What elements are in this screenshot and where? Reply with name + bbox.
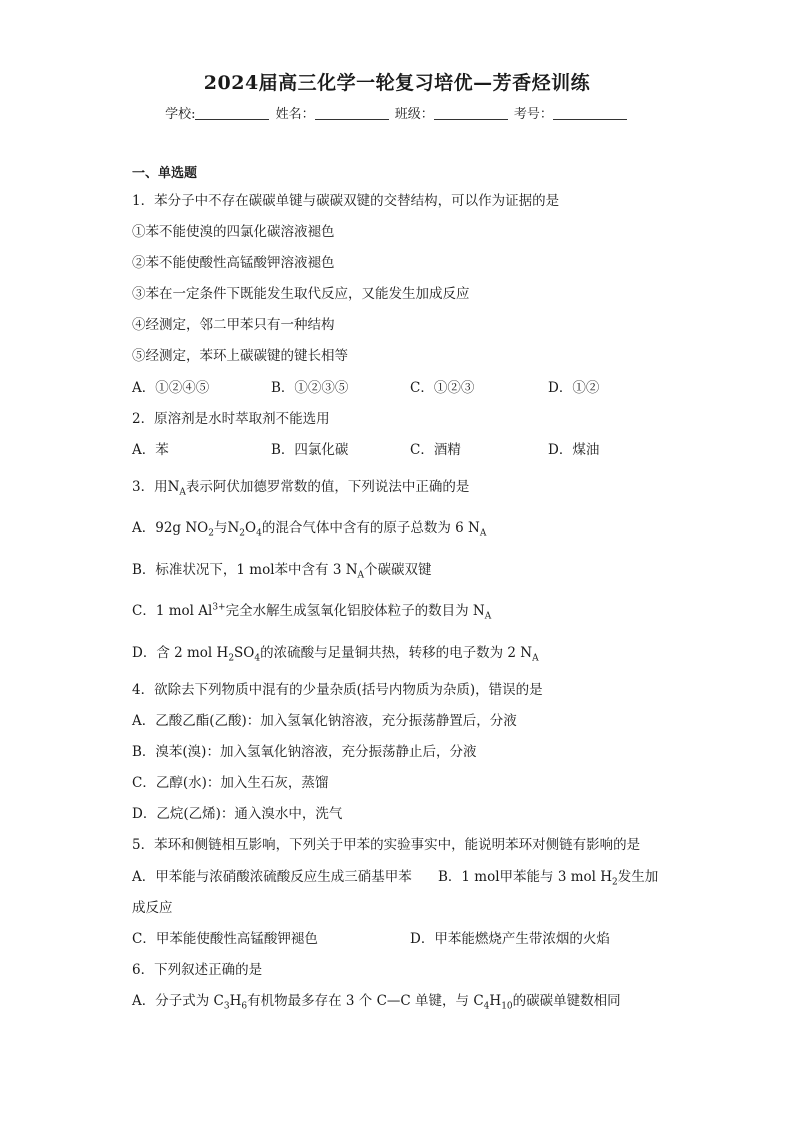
class-label: 班级： bbox=[394, 107, 434, 122]
question-1-option-c: C．①②③ bbox=[410, 380, 475, 396]
question-3-option-c: C．1 mol $Al^{3+}$完全水解生成氢氧化铝胶体粒子的数目为 $N_A$ bbox=[132, 602, 492, 622]
question-1-statement-2: ②苯不能使酸性高锰酸钾溶液褪色 bbox=[132, 255, 335, 271]
question-5-option-b-continued: 成反应 bbox=[132, 900, 173, 916]
question-1-statement-3: ③苯在一定条件下既能发生取代反应，又能发生加成反应 bbox=[132, 286, 470, 302]
question-1-option-a: A．①②④⑤ bbox=[132, 380, 210, 396]
question-5-option-d: D．甲苯能燃烧产生带浓烟的火焰 bbox=[410, 931, 610, 947]
question-4-option-d: D．乙烷(乙烯)：通入溴水中，洗气 bbox=[132, 806, 343, 822]
question-1-stem: 1．苯分子中不存在碳碳单键与碳碳双键的交替结构，可以作为证据的是 bbox=[132, 193, 560, 209]
question-5-option-a: A．甲苯能与浓硝酸浓硫酸反应生成三硝基甲苯 bbox=[132, 869, 412, 885]
exam-no-label: 考号： bbox=[513, 107, 553, 122]
question-2-stem: 2．原溶剂是水时萃取剂不能选用 bbox=[132, 411, 330, 427]
question-3-stem: 3．用$N_A$表示阿伏加德罗常数的值，下列说法中正确的是 bbox=[132, 479, 470, 498]
question-4-option-b: B．溴苯(溴)：加入氢氧化钠溶液，充分振荡静止后，分液 bbox=[132, 744, 477, 760]
question-6-option-a: A．分子式为 $C_3H_6$有机物最多存在 3 个 C—C 单键，与 $C_4H_{10}$的碳碳单键数相同 bbox=[132, 993, 621, 1012]
name-label: 姓名： bbox=[275, 107, 315, 122]
school-blank[interactable] bbox=[195, 107, 269, 120]
question-5-option-c: C．甲苯能使酸性高锰酸钾褪色 bbox=[132, 931, 318, 947]
question-4-option-c: C．乙醇(水)：加入生石灰，蒸馏 bbox=[132, 775, 329, 791]
question-3-option-b: B．标准状况下，1 mol苯中含有 3 $N_A$个碳碳双键 bbox=[132, 562, 432, 581]
question-2-option-b: B．四氯化碳 bbox=[271, 442, 349, 458]
question-4-stem: 4．欲除去下列物质中混有的少量杂质(括号内物质为杂质)，错误的是 bbox=[132, 682, 543, 698]
question-1-option-d: D．①② bbox=[548, 380, 600, 396]
class-blank[interactable] bbox=[434, 107, 508, 120]
question-2-option-d: D．煤油 bbox=[548, 442, 600, 458]
student-info-row bbox=[0, 103, 794, 122]
question-2-option-a: A．苯 bbox=[132, 442, 169, 458]
question-6-stem: 6．下列叙述正确的是 bbox=[132, 962, 263, 978]
question-4-option-a: A．乙酸乙酯(乙酸)：加入氢氧化钠溶液，充分振荡静置后，分液 bbox=[132, 713, 517, 729]
question-5-option-b: B．1 mol甲苯能与 3 mol $H_2$发生加 bbox=[438, 869, 659, 888]
exam-no-blank[interactable] bbox=[553, 107, 627, 120]
school-label: 学校: bbox=[165, 107, 196, 122]
question-3-option-d: D．含 2 mol $H_2SO_4$的浓硫酸与足量铜共热，转移的电子数为 2 $N_A$ bbox=[132, 645, 539, 664]
page-title: 2024届高三化学一轮复习培优—芳香烃训练 bbox=[203, 72, 591, 94]
question-1-statement-5: ⑤经测定，苯环上碳碳键的键长相等 bbox=[132, 348, 348, 364]
question-1-option-b: B．①②③⑤ bbox=[271, 380, 349, 396]
question-1-statement-1: ①苯不能使溴的四氯化碳溶液褪色 bbox=[132, 224, 335, 240]
question-5-stem: 5．苯环和侧链相互影响，下列关于甲苯的实验事实中，能说明苯环对侧链有影响的是 bbox=[132, 837, 641, 853]
name-blank[interactable] bbox=[315, 107, 389, 120]
question-1-statement-4: ④经测定，邻二甲苯只有一种结构 bbox=[132, 317, 335, 333]
question-2-option-c: C．酒精 bbox=[410, 442, 461, 458]
question-3-option-a: A．92g $NO_2$与$N_2O_4$的混合气体中含有的原子总数为 6 $N_A$ bbox=[132, 520, 487, 539]
section-heading: 一、单选题 bbox=[132, 166, 198, 181]
